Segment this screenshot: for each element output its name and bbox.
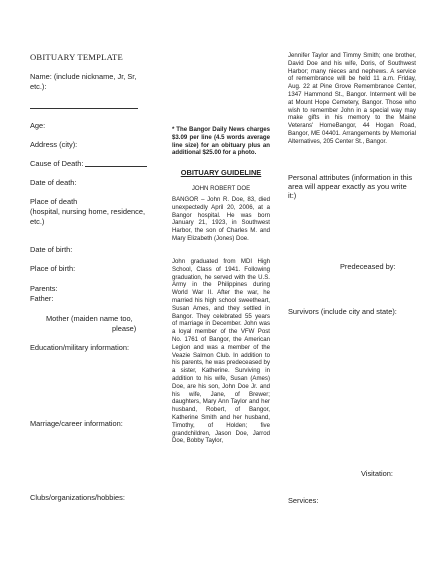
cause-of-death-line[interactable] <box>85 166 147 167</box>
personal-attributes-label: Personal attributes (information in this area will appear exactly as you write it:) <box>288 173 413 200</box>
age-label: Age: <box>30 121 46 130</box>
place-of-death-label-cont: (hospital, nursing home, residence, <box>30 207 146 216</box>
page-title: OBITUARY TEMPLATE <box>30 52 123 62</box>
pricing-note: * The Bangor Daily News charges $3.09 per line (4.5 words average line size) for an obituary plus an additional $25.00 for a photo. <box>172 126 270 157</box>
name-label: Name: (include nickname, Jr, Sr, <box>30 72 137 81</box>
services-label: Services: <box>288 496 319 505</box>
education-label: Education/military information: <box>30 343 129 352</box>
place-of-death-label: Place of death <box>30 197 78 206</box>
visitation-label: Visitation: <box>361 469 393 478</box>
place-of-birth-label: Place of birth: <box>30 264 76 273</box>
address-label: Address (city): <box>30 140 78 149</box>
clubs-label: Clubs/organizations/hobbies: <box>30 493 125 502</box>
sample-paragraph-continued: Jennifer Taylor and Timmy Smith; one brother, David Doe and his wife, Doris, of Southwest Harbor; many nieces and nephews. A service of remembrance will be held 11 a.m. Friday, Aug. 22 at Pine Grove Remembrance Center, 1347 Hammond St., Bangor. Interment will be at Mount Hope Cemetery, Bangor. Those who wish to remember John in a special way may make gifts in his memory to the Maine Veterans' HomeBangor, 44 Hogan Road, Bangor, ME 04401. Arrangements by Memorial Alternatives, 205 Center St., Bangor. <box>288 52 416 145</box>
predeceased-label: Predeceased by: <box>340 262 396 271</box>
guideline-heading: OBITUARY GUIDELINE <box>180 168 262 177</box>
parents-label: Parents: <box>30 284 58 293</box>
survivors-label: Survivors (include city and state): <box>288 307 397 316</box>
name-label-cont: etc.): <box>30 82 47 91</box>
sample-paragraph-2: John graduated from MDI High School, Class of 1941. Following graduation, he served with the U.S. Army in the Philippines during World War II. After the war, he married his high school sweetheart, Susan Ames, and they settled in Bangor. They celebrated 55 years of marriage in December. John was a loyal member of the VFW Post No. 1761 of Bangor, the American Legion and was a member of the Veazie Salmon Club. In addition to his parents, he was predeceased by a sister, Katherine. Surviving in addition to his wife, Susan (Ames) Doe, are his son, John Doe Jr. and his wife, Jane, of Brewer; daughters, Mary Ann Taylor and her husband, Robert, of Bangor, Katherine Smith and her husband, Timothy, of Holden; five grandchildren, Jason Doe, Jarrod Doe, Bobby Taylor, <box>172 258 270 445</box>
father-label: Father: <box>30 294 54 303</box>
date-of-death-label: Date of death: <box>30 178 77 187</box>
mother-label: Mother (maiden name too, <box>46 314 133 323</box>
mother-label-cont: please) <box>112 324 137 333</box>
sample-paragraph-1: BANGOR – John R. Doe, 83, died unexpectedly April 20, 2006, at a Bangor hospital. He was born January 21, 1923, in Southwest Harbor, the son of Charles M. and Mary Elizabeth (Jones) Doe. <box>172 196 270 242</box>
sample-name: JOHN ROBERT DOE <box>191 185 251 192</box>
name-line[interactable] <box>30 108 138 109</box>
marriage-label: Marriage/career information: <box>30 419 123 428</box>
date-of-birth-label: Date of birth: <box>30 245 73 254</box>
cause-of-death-label: Cause of Death: <box>30 159 84 168</box>
place-of-death-label-end: etc.) <box>30 217 45 226</box>
